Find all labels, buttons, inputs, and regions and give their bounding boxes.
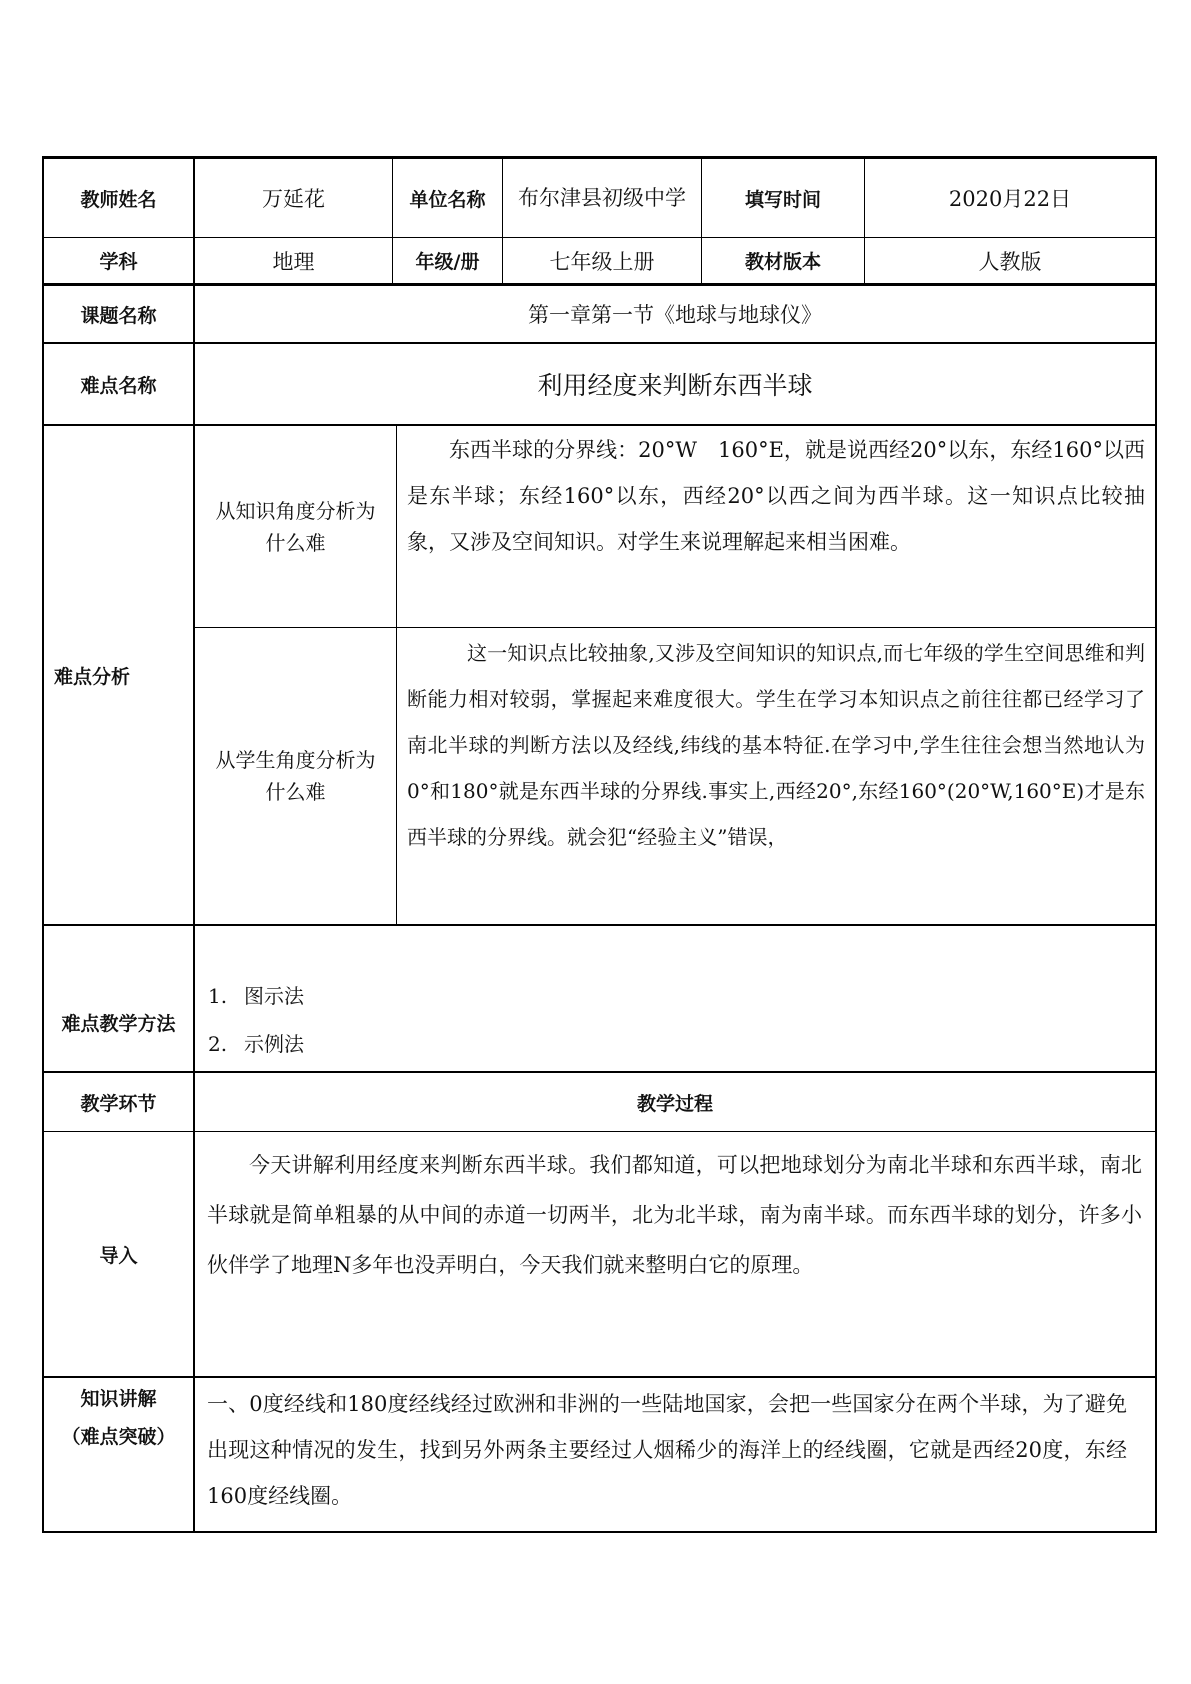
method-item (208, 980, 304, 1009)
explain-label (44, 1378, 193, 1458)
intro-text: 今天讲解利用经度来判断东西半球。我们都知道，可以把地球划分为南北半球和东西半球，南北半球就是简单粗暴的从中间的赤道一切两半，北为北半球，南为南半球。而东西半球的划分，许多小伙伴学了地理N多年也没弄明白，今天我们就来整明白它的原理。 (207, 1153, 1142, 1277)
table-rule (42, 1376, 1157, 1378)
method-item-text: 图示法 (244, 984, 304, 1008)
fill-date-value: 2020月22日 (948, 187, 1072, 211)
explain-label-line1: 知识讲解 (80, 1388, 157, 1410)
intro-label: 导入 (99, 1244, 138, 1267)
method-item-number: 1. (208, 984, 228, 1008)
difficulty-name-value: 利用经度来判断东西半球 (537, 371, 813, 400)
unit-name-label: 单位名称 (409, 188, 486, 211)
student-angle-text: 这一知识点比较抽象,又涉及空间知识的知识点,而七年级的学生空间思维和判断能力相对较弱，掌握起来难度很大。学生在学习本知识点之前往往都已经学习了南北半球的判断方法以及经线,纬线的基本特征.在学习中,学生往往会想当然地认为0°和180°就是东西半球的分界线.事实上,西经20°,东经160°(20°W,160°E)才是东西半球的分界线。就会犯“经验主义”错误， (407, 641, 1145, 849)
teacher-name-label: 教师姓名 (80, 188, 157, 211)
table-rule (396, 425, 397, 925)
difficulty-analysis-label: 难点分析 (54, 665, 131, 688)
edition-label: 教材版本 (744, 251, 821, 273)
knowledge-angle-text: 东西半球的分界线：20°W 160°E，就是说西经20°以东，东经160°以西是东半球；东经160°以东，西经20°以西之间为西半球。这一知识点比较抽象，又涉及空间知识。对学生来说理解起来相当困难。 (407, 438, 1145, 554)
grade-label: 年级/册 (415, 251, 480, 273)
explain-text: 一、0度经线和180度经线经过欧洲和非洲的一些陆地国家，会把一些国家分在两个半球，为了避免出现这种情况的发生，找到另外两条主要经过人烟稀少的海洋上的经线圈，它就是西经20度，东经160度经线圈。 (207, 1392, 1127, 1508)
table-rule (42, 924, 1157, 926)
subject-value: 地理 (272, 249, 315, 274)
method-item-number: 2. (208, 1032, 228, 1056)
method-item (208, 1028, 304, 1057)
lesson-title-label: 课题名称 (80, 304, 157, 327)
unit-name-value: 布尔津县初级中学 (518, 186, 686, 210)
method-item-text: 示例法 (244, 1032, 304, 1056)
table-rule (42, 1131, 1157, 1132)
teaching-method-label: 难点教学方法 (61, 1013, 176, 1035)
difficulty-name-label: 难点名称 (80, 374, 157, 397)
edition-value: 人教版 (978, 249, 1042, 274)
subject-label: 学科 (99, 251, 138, 273)
lesson-title-value: 第一章第一节《地球与地球仪》 (528, 303, 822, 327)
fill-date-label: 填写时间 (744, 188, 821, 211)
teaching-process-header: 教学过程 (636, 1092, 713, 1115)
explain-label-line2: （难点突破） (61, 1426, 176, 1448)
grade-value: 七年级上册 (549, 249, 655, 274)
student-angle-label: 从学生角度分析为什么难 (215, 748, 376, 804)
teacher-name-value: 万延花 (262, 187, 325, 211)
table-border-bottom (42, 1531, 1157, 1533)
knowledge-angle-label: 从知识角度分析为什么难 (215, 498, 376, 555)
table-border-right (1155, 156, 1157, 1533)
teaching-stage-header: 教学环节 (80, 1092, 157, 1115)
